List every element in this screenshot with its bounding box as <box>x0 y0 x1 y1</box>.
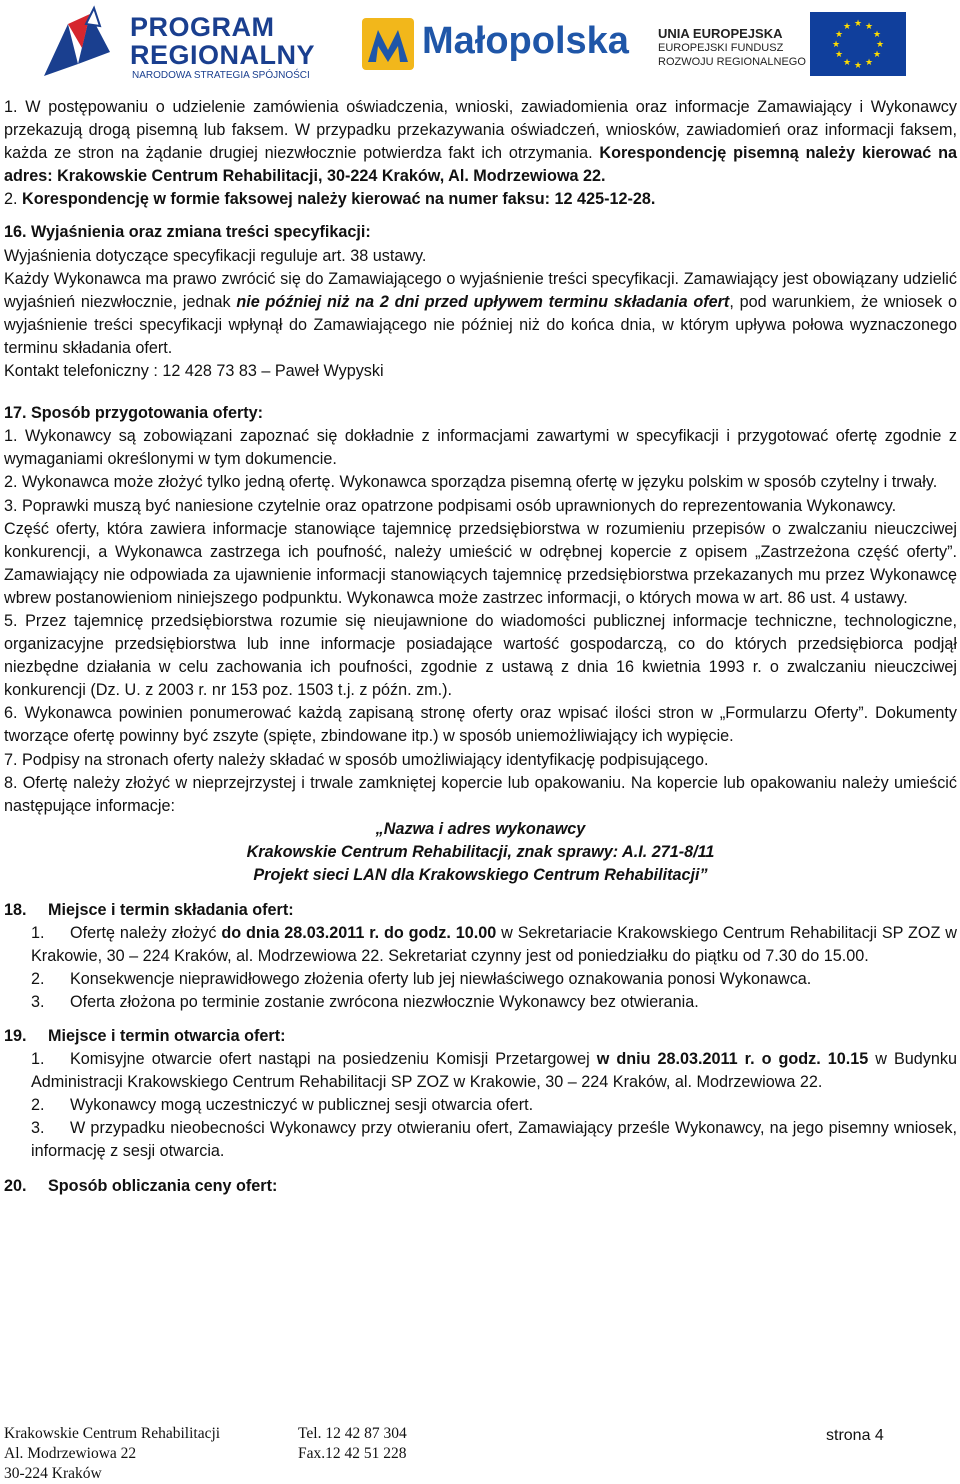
eu-line1: UNIA EUROPEJSKA <box>658 26 783 41</box>
svg-text:★: ★ <box>831 40 841 50</box>
text: Konsekwencje nieprawidłowego złożenia oferty lub jej niewłaściwego oznakowania ponosi Wykonawca. <box>70 970 812 989</box>
text: Oferta złożona po terminie zostanie zwrócona niezwłocznie Wykonawcy bez otwierania. <box>70 993 699 1012</box>
eu-logo <box>650 0 960 90</box>
deadline-emphasis: nie później niż na 2 dni przed upływem terminu składania ofert <box>236 292 730 311</box>
section-18-item-1 <box>4 922 957 968</box>
svg-text:★: ★ <box>864 58 874 68</box>
text: Komisyjne otwarcie ofert nastąpi na posiedzeniu Komisji Przetargowej <box>70 1049 597 1068</box>
section-17-title: 17. Sposób przygotowania oferty: <box>4 404 264 423</box>
svg-text:★: ★ <box>853 61 863 71</box>
section-18-title <box>4 899 957 922</box>
program-regionalny-emblem-icon <box>38 4 118 84</box>
svg-text:★: ★ <box>834 30 844 40</box>
program-logo-line1: PROGRAM <box>130 12 275 42</box>
svg-text:★: ★ <box>834 50 844 60</box>
opening-date: w dniu 28.03.2011 r. o godz. 10.15 <box>596 1049 869 1068</box>
svg-text:★: ★ <box>853 19 863 29</box>
section-title-text: Sposób obliczania ceny ofert: <box>48 1177 278 1196</box>
text: Wykonawcy mogą uczestniczyć w publicznej sesji otwarcia ofert. <box>70 1095 534 1114</box>
section-20-title <box>4 1175 957 1198</box>
footer-address <box>4 1424 220 1484</box>
footer-city: 30-224 Kraków <box>4 1465 102 1482</box>
section-number: 20. <box>4 1177 27 1196</box>
section-18-item-2 <box>4 968 957 991</box>
item-number: 1. <box>31 924 45 943</box>
page-footer <box>4 1424 957 1482</box>
text: W przypadku nieobecności Wykonawcy przy otwieraniu ofert, Zamawiający prześle Wykonawcy, na jego pisemny wniosek, informację z sesji otwarcia. <box>31 1118 957 1161</box>
svg-text:★: ★ <box>875 40 885 50</box>
section-19-item-1 <box>4 1048 957 1094</box>
section-number: 18. <box>4 901 27 920</box>
program-logo-line3: NARODOWA STRATEGIA SPÓJNOŚCI <box>132 70 310 81</box>
section-16-line1: Wyjaśnienia dotyczące specyfikacji reguluje art. 38 ustawy. <box>4 246 427 265</box>
section-17-item-1: 1. Wykonawcy są zobowiązani zapoznać się dokładnie z informacjami zawartymi w specyfikacji i przygotować ofertę zgodnie z wymaganiami określonymi w tym dokumencie. <box>4 427 957 469</box>
paragraph-2 <box>4 188 957 211</box>
section-19-item-2 <box>4 1094 957 1117</box>
item-number: 3. <box>31 1118 45 1137</box>
item-number: 1. <box>31 1049 45 1068</box>
section-19-item-3 <box>4 1117 957 1163</box>
text: Ofertę należy złożyć <box>70 924 222 943</box>
document-body <box>4 96 957 1198</box>
svg-text:★: ★ <box>842 58 852 68</box>
page-header <box>0 0 960 90</box>
program-logo-line2: REGIONALNY <box>130 40 316 70</box>
text: w Sekretariacie Krakowskiego Centrum Rehabilitacji SP ZOZ w Krakowie, 30 – 224 Kraków, al. Modrzewiowa 22. Sekretariat czynny jest od poniedziałku do piątku od 7.30 do 15.00. <box>31 924 957 966</box>
section-17-item-3: 3. Poprawki muszą być naniesione czytelnie oraz opatrzone podpisami osób uprawnionych do reprezentowania Wykonawcy. <box>4 496 897 515</box>
eu-flag-icon <box>810 12 906 76</box>
item-number: 3. <box>31 993 45 1012</box>
page-number: strona 4 <box>826 1427 884 1444</box>
footer-fax: Fax.12 42 51 228 <box>298 1445 407 1462</box>
footer-phone: Tel. 12 42 87 304 <box>298 1425 407 1442</box>
section-16-contact: Kontakt telefoniczny : 12 428 73 83 – Paweł Wypyski <box>4 362 384 381</box>
section-17-item-4: Część oferty, która zawiera informacje stanowiące tajemnicę przedsiębiorstwa w rozumieniu przepisów o zwalczaniu nieuczciwej konkurencji, a Wykonawca zastrzega ich poufność, należy umieścić w odrębnej kopercie z opisem „Zastrzeżona część oferty”. Zamawiający nie odpowiada za ujawnienie informacji stanowiących tajemnicę przedsiębiorstwa przekazanych mu przez Wykonawcę wbrew postanowieniom niniejszego podpunktu. Wykonawca może zastrzec informacji, o których mowa w art. 86 ust. 4 ustawy. <box>4 519 957 607</box>
footer-contact <box>298 1424 407 1464</box>
svg-text:★: ★ <box>842 22 852 32</box>
section-16-title: 16. Wyjaśnienia oraz zmiana treści specyfikacji: <box>4 223 371 242</box>
eu-line2: EUROPEJSKI FUNDUSZ <box>658 42 784 54</box>
envelope-line-3: Projekt sieci LAN dla Krakowskiego Centrum Rehabilitacji” <box>253 866 708 884</box>
section-16-line2 <box>4 268 957 360</box>
correspondence-address: Korespondencję pisemną należy kierować na adres: Krakowskie Centrum Rehabilitacji, 30-224 Kraków, Al. Modrzewiowa 22. <box>4 144 957 186</box>
section-17-item-8: 8. Ofertę należy złożyć w nieprzejrzystej i trwale zamkniętej kopercie lub opakowaniu. Na kopercie lub opakowaniu należy umieścić następujące informacje: <box>4 773 957 815</box>
section-17-item-6: 6. Wykonawca powinien ponumerować każdą zapisaną stronę oferty oraz wpisać ilości stron w „Formularzu Oferty”. Dokumenty tworzące ofertę powinny być zszyte (spięte, zbindowane itp.) w sposób uniemożliwiający ich wypięcie. <box>4 704 957 746</box>
malopolska-emblem-icon <box>360 16 416 72</box>
section-19-title <box>4 1025 957 1048</box>
section-18-item-3 <box>4 991 957 1014</box>
text: 1. W postępowaniu o udzielenie zamówienia oświadczenia, wnioski, zawiadomienia oraz informacje Zamawiający i Wykonawcy przekazują drogą pisemną lub faksem. W przypadku przekazywania oświadczeń, wniosków, zawiadomień oraz informacji faksem, każda ze stron na żądanie drugiej niezwłocznie potwierdza fakt ich otrzymania. <box>4 98 957 163</box>
malopolska-logo <box>360 0 650 90</box>
section-title-text: Miejsce i termin składania ofert: <box>48 901 294 920</box>
paragraph-1 <box>4 96 957 188</box>
item-number: 2. <box>31 1095 45 1114</box>
section-17-item-7: 7. Podpisy na stronach oferty należy składać w sposób umożliwiający identyfikację podpisującego. <box>4 750 709 769</box>
svg-text:★: ★ <box>872 30 882 40</box>
svg-text:★: ★ <box>864 22 874 32</box>
footer-org-name: Krakowskie Centrum Rehabilitacji <box>4 1425 221 1442</box>
text: Każdy Wykonawca ma prawo zwrócić się do Zamawiającego o wyjaśnienie treści specyfikacji. Zamawiający jest obowiązany udzielić wyjaśnień niezwłocznie, jednak <box>4 269 957 311</box>
section-17-item-2: 2. Wykonawca może złożyć tylko jedną ofertę. Wykonawca sporządza pisemną ofertę w języku polskim w sposób czytelny i trwały. <box>4 473 938 492</box>
section-title-text: Miejsce i termin otwarcia ofert: <box>48 1026 286 1045</box>
text: 2. <box>4 190 22 209</box>
envelope-line-1: „Nazwa i adres wykonawcy <box>375 819 586 838</box>
text: , pod warunkiem, że wniosek o wyjaśnienie treści specyfikacji wpłynął do Zamawiającego nie później niż do końca dnia, w którym upływa połowa wyznaczonego terminu składania ofert. <box>4 292 957 357</box>
envelope-line-2: Krakowskie Centrum Rehabilitacji, znak sprawy: A.I. 271-8/11 <box>246 842 715 861</box>
section-number: 19. <box>4 1026 27 1045</box>
item-number: 2. <box>31 970 45 989</box>
section-17-item-5: 5. Przez tajemnicę przedsiębiorstwa rozumie się nieujawnione do wiadomości publicznej informacje techniczne, technologiczne, organizacyjne przedsiębiorstwa lub inne informacje posiadające wartość gospodarczą, co do których przedsiębiorca podjął niezbędne działania w celu zachowania ich poufności, zgodnie z ustawą z dnia 16 kwietnia 1993 r. o zwalczaniu nieuczciwej konkurencji (Dz. U. z 2003 r. nr 153 poz. 1503 t.j. z późn. zm.). <box>4 611 957 700</box>
fax-info: Korespondencję w formie faksowej należy kierować na numer faksu: 12 425-12-28. <box>22 190 656 209</box>
malopolska-text: Małopolska <box>422 20 629 62</box>
eu-line3: ROZWOJU REGIONALNEGO <box>658 56 806 68</box>
footer-street: Al. Modrzewiowa 22 <box>4 1445 137 1462</box>
text: w Budynku Administracji Krakowskiego Centrum Rehabilitacji SP ZOZ w Krakowie, 30 – 224 Kraków, al. Modrzewiowa 22. <box>31 1049 958 1091</box>
deadline-date: do dnia 28.03.2011 r. do godz. 10.00 <box>221 924 497 943</box>
svg-text:★: ★ <box>872 50 882 60</box>
program-regionalny-logo <box>0 0 330 90</box>
